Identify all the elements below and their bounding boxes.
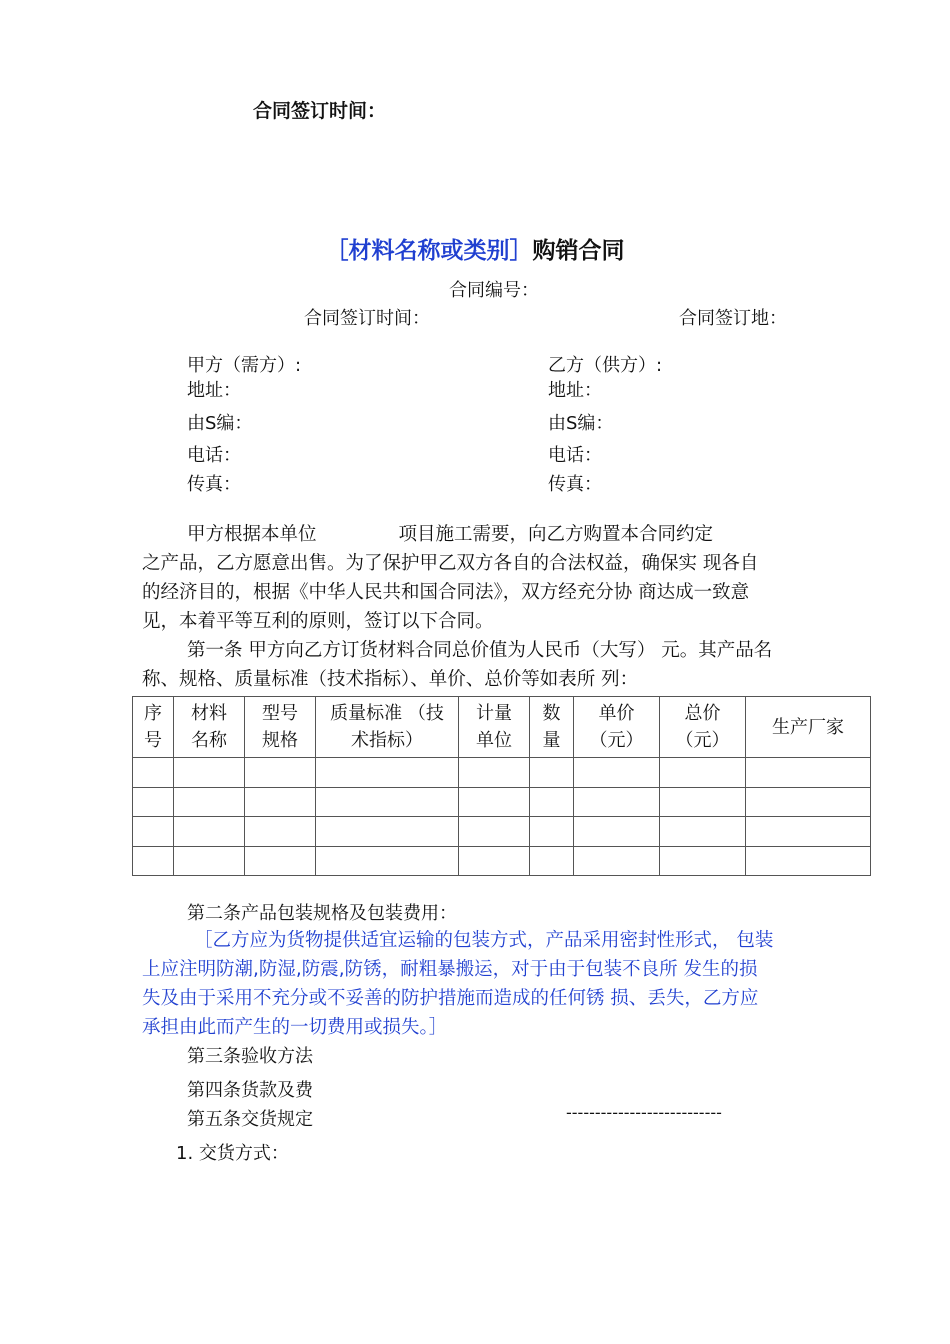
party-a-phone: 电话： — [187, 445, 241, 466]
table-cell — [530, 846, 574, 876]
header-material-name — [174, 697, 245, 758]
article-2-title: 第二条产品包装规格及包装费用： — [187, 903, 457, 924]
header-unit — [459, 697, 530, 758]
party-a-fax: 传真： — [187, 474, 241, 495]
header-text: 材料 — [191, 703, 227, 724]
table-cell — [316, 846, 459, 876]
title-bracket-open: ［ — [325, 238, 349, 264]
item-1-delivery: 1. 交货方式： — [176, 1143, 289, 1164]
header-text: （元） — [589, 730, 644, 751]
header-text: 数 — [542, 703, 561, 724]
table-cell — [316, 787, 459, 817]
header-text: 单位 — [476, 730, 512, 751]
party-a-address: 地址： — [187, 380, 241, 401]
contract-no-label: 合同编号： — [449, 280, 539, 301]
intro-line-1a: 甲方根据本单位 — [187, 524, 317, 545]
table-cell — [133, 817, 174, 847]
table-row — [133, 787, 871, 817]
article-2-line-4: 承担由此而产生的一切费用或损失。］ — [142, 1017, 448, 1038]
intro-line-5: 第一条 甲方向乙方订货材料合同总价值为人民币（大写） 元。其产品名 — [187, 640, 773, 661]
header-text: 名称 — [191, 730, 227, 751]
article-2-line-3: 失及由于采用不充分或不妥善的防护措施而造成的任何锈 损、丢失，乙方应 — [142, 988, 759, 1009]
table-cell — [574, 846, 660, 876]
table-cell — [660, 758, 746, 788]
table-cell — [660, 787, 746, 817]
table-row — [133, 817, 871, 847]
table-cell — [746, 758, 871, 788]
table-cell — [133, 758, 174, 788]
table-cell — [245, 846, 316, 876]
table-cell — [530, 758, 574, 788]
table-cell — [245, 787, 316, 817]
table-cell — [660, 846, 746, 876]
table-cell — [133, 846, 174, 876]
header-text: 量 — [542, 730, 561, 751]
title-bracket-close: ］ — [509, 238, 533, 264]
table-cell — [574, 787, 660, 817]
table-cell — [574, 817, 660, 847]
table-cell — [245, 817, 316, 847]
table-cell — [530, 817, 574, 847]
blank-line: --------------------------- — [566, 1103, 722, 1122]
article-2-body — [142, 926, 872, 1042]
header-quality-standard — [316, 697, 459, 758]
article-2-line-2: 上应注明防潮,防湿,防震,防锈，耐粗暴搬运，对于由于包装不良所 发生的损 — [142, 959, 758, 980]
party-b-postcode: 由S编： — [548, 413, 614, 434]
header-serial — [133, 697, 174, 758]
header-text: 计量 — [476, 703, 512, 724]
header-text: （元） — [675, 730, 730, 751]
table-cell — [746, 817, 871, 847]
party-b-fax: 传真： — [548, 474, 602, 495]
table-cell — [574, 758, 660, 788]
table-cell — [459, 758, 530, 788]
header-unit-price — [574, 697, 660, 758]
table-cell — [174, 846, 245, 876]
title-material: 材料名称或类别 — [348, 238, 510, 264]
article-3: 第三条验收方法 — [187, 1046, 313, 1067]
items-table — [132, 696, 871, 876]
intro-line-1 — [142, 520, 872, 549]
sign-time-label: 合同签订时间： — [304, 308, 430, 329]
table-row — [133, 846, 871, 876]
header-text: 术指标） — [351, 730, 423, 751]
party-b-name: 乙方（供方）: — [548, 355, 663, 376]
intro-line-3: 的经济目的，根据《中华人民共和国合同法》，双方经充分协 商达成一致意 — [142, 582, 750, 603]
table-cell — [459, 787, 530, 817]
table-cell — [746, 846, 871, 876]
table-cell — [459, 846, 530, 876]
intro-line-1b: 项目施工需要，向乙方购置本合同约定 — [398, 524, 714, 545]
table-cell — [459, 817, 530, 847]
header-model-spec — [245, 697, 316, 758]
intro-paragraph — [142, 520, 872, 694]
sign-place-label: 合同签订地： — [679, 308, 787, 329]
table-cell — [174, 787, 245, 817]
table-header-row — [133, 697, 871, 758]
header-total-price — [660, 697, 746, 758]
table-cell — [316, 817, 459, 847]
article-2-line-1: ［乙方应为货物提供适宜运输的包装方式，产品采用密封性形式， 包装 — [194, 930, 774, 951]
table-cell — [660, 817, 746, 847]
table-cell — [245, 758, 316, 788]
top-sign-time-label: 合同签订时间： — [253, 100, 387, 122]
table-cell — [133, 787, 174, 817]
table-cell — [746, 787, 871, 817]
party-a-name: 甲方（需方）: — [187, 355, 302, 376]
table-cell — [530, 787, 574, 817]
header-text: 总价 — [684, 703, 721, 724]
intro-line-6: 称、规格、质量标准（技术指标）、单价、总价等如表所 列： — [142, 669, 639, 690]
intro-line-4: 见，本着平等互利的原则，签订以下合同。 — [142, 611, 494, 632]
party-b-phone: 电话： — [548, 445, 602, 466]
contract-title — [0, 232, 950, 265]
header-text: 号 — [144, 730, 162, 751]
intro-line-2: 之产品，乙方愿意出售。为了保护甲乙双方各自的合法权益，确保实 现各自 — [142, 553, 759, 574]
table-cell — [316, 758, 459, 788]
header-manufacturer: 生产厂家 — [746, 697, 871, 758]
title-rest: 购销合同 — [532, 238, 625, 264]
table-cell — [174, 758, 245, 788]
header-quantity — [530, 697, 574, 758]
header-text: 序 — [144, 703, 162, 724]
article-4: 第四条货款及费 — [187, 1080, 313, 1101]
header-text: 型号 — [262, 703, 298, 724]
table-cell — [174, 817, 245, 847]
article-5: 第五条交货规定 — [187, 1109, 313, 1130]
header-text: 质量标准 （技 — [330, 703, 444, 724]
header-text: 单价 — [598, 703, 635, 724]
header-text: 规格 — [262, 730, 298, 751]
party-b-address: 地址： — [548, 380, 602, 401]
party-a-postcode: 由S编： — [187, 413, 253, 434]
table-row — [133, 758, 871, 788]
